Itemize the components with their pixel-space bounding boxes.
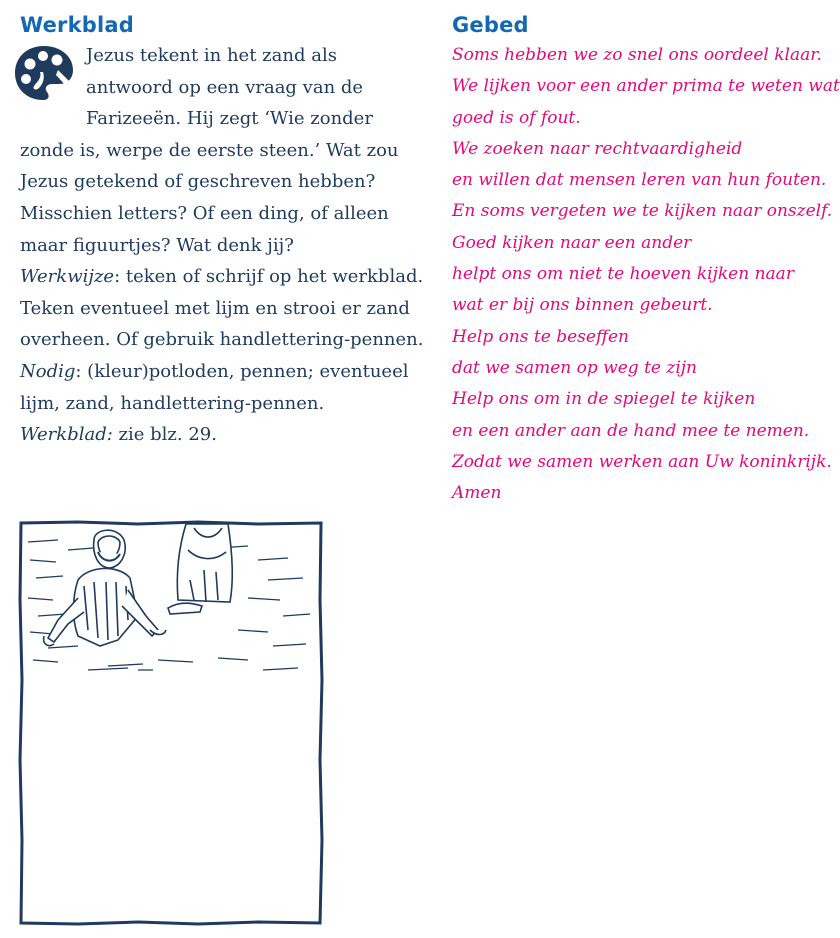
prayer-line: goed is of fout. xyxy=(452,107,581,128)
gebed-section xyxy=(452,10,840,509)
prayer-line: We lijken voor een ander prima te weten wat xyxy=(452,76,840,97)
intro-line-3: Farizeeën. Hij zegt ‘Wie zonder xyxy=(86,108,373,130)
prayer-line: en een ander aan de hand mee te nemen. xyxy=(452,420,810,441)
prayer-line: dat we samen op weg te zijn xyxy=(452,357,697,378)
prayer-line: We zoeken naar rechtvaardigheid xyxy=(452,138,743,159)
paint-palette-icon xyxy=(12,42,76,106)
nodig-label: Nodig xyxy=(20,360,76,382)
werkwijze-label: Werkwijze xyxy=(20,266,115,288)
prayer-line: Soms hebben we zo snel ons oordeel klaar. xyxy=(452,45,822,65)
prayer-line: Help ons te beseffen xyxy=(452,326,629,347)
werkblad-text xyxy=(20,40,430,451)
werkblad-section xyxy=(20,10,430,451)
jesus-writing-in-sand-illustration xyxy=(18,520,324,926)
werkblad-ref-label: Werkblad: xyxy=(20,424,113,446)
intro-line-1: Jezus tekent in het zand als xyxy=(86,45,337,66)
prayer-line: En soms vergeten we te kijken naar onszelf. xyxy=(452,201,833,222)
prayer-text xyxy=(452,40,840,509)
prayer-line: wat er bij ons binnen gebeurt. xyxy=(452,295,713,316)
gebed-heading: Gebed xyxy=(452,13,529,37)
werkblad-ref-text: zie blz. 29. xyxy=(112,424,217,446)
prayer-line: Goed kijken naar een ander xyxy=(452,232,692,253)
intro-rest: zonde is, werpe de eerste steen.’ Wat zou Jezus getekend of geschreven hebben? Misschien letters? Of een ding, of alleen maar figuurtjes? Wat denk jij? xyxy=(20,139,399,256)
nodig-text: : (kleur)potloden, pennen; eventueel lijm, zand, handlettering-pennen. xyxy=(20,360,409,414)
prayer-line: en willen dat mensen leren van hun fouten. xyxy=(452,170,827,191)
prayer-line: Zodat we samen werken aan Uw koninkrijk. xyxy=(452,451,832,472)
prayer-line: helpt ons om niet te hoeven kijken naar xyxy=(452,264,794,285)
intro-line-2: antwoord op een vraag van de xyxy=(86,76,364,98)
werkblad-heading: Werkblad xyxy=(20,13,135,37)
prayer-line: Help ons om in de spiegel te kijken xyxy=(452,389,756,410)
prayer-line: Amen xyxy=(452,483,502,504)
werkwijze-text: : teken of schrijf op het werkblad. Teken eventueel met lijm en strooi er zand overheen. Of gebruik handlettering-pennen. xyxy=(20,266,424,351)
